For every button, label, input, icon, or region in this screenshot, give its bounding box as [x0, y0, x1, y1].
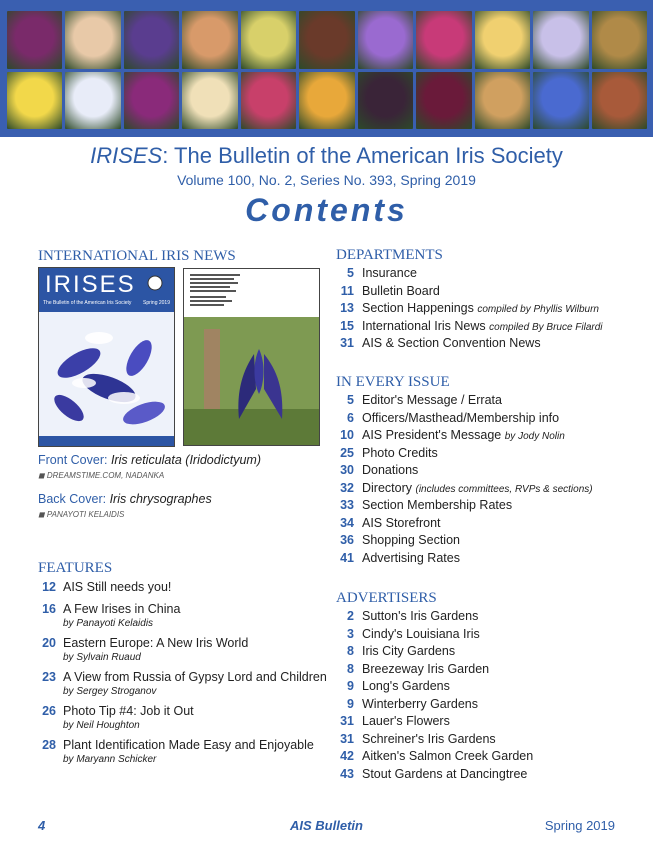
entry-title-line: [362, 533, 460, 547]
iris-photo-tile: [475, 72, 530, 130]
front-cover-thumbnail: [38, 267, 175, 447]
iris-photo-tile: [241, 11, 296, 69]
entry-title-line: [362, 446, 438, 460]
cover-subtitle: The Bulletin of the American Iris Society: [43, 300, 132, 306]
entry-title: Shopping Section: [362, 533, 460, 547]
entry-title-line: [362, 266, 417, 280]
features-heading: FEATURES: [38, 560, 113, 576]
entry-title: Donations: [362, 463, 419, 477]
entry-title-line: [362, 516, 441, 530]
entry-page-number: 11: [340, 283, 354, 298]
back-cover-thumbnail: [183, 268, 320, 446]
contents-entry[interactable]: [336, 627, 636, 645]
contents-entry[interactable]: [336, 319, 636, 337]
contents-entry[interactable]: [336, 481, 636, 499]
entry-credit: compiled By Bruce Filardi: [489, 321, 603, 333]
entry-page-number: 3: [347, 626, 354, 641]
entry-title-line: [362, 551, 460, 565]
entry-title-line: [362, 609, 478, 623]
contents-entry[interactable]: [336, 446, 636, 464]
entry-title: Iris City Gardens: [362, 644, 456, 658]
entry-title-line: [362, 714, 450, 728]
entry-page-number: 15: [340, 318, 354, 333]
entry-page-number: 9: [347, 696, 354, 711]
front-cover-credit: ◼ DREAMSTIME.COM, NADANKA: [38, 471, 165, 480]
entry-page-number: 25: [340, 445, 354, 460]
entry-page-number: 33: [340, 498, 354, 512]
contents-entry[interactable]: [336, 679, 636, 697]
entry-title-line: [362, 627, 480, 641]
entry-title: AIS President's Message: [362, 428, 502, 442]
entry-title-line: [362, 644, 455, 658]
cover-date: Spring 2019: [143, 300, 170, 306]
cover-logo: IRISES: [45, 271, 136, 298]
contents-entry[interactable]: [336, 266, 636, 284]
entry-title-line: [362, 697, 478, 711]
entry-title: Advertising Rates: [362, 550, 460, 565]
entry-title-line: [362, 732, 496, 746]
contents-entry[interactable]: [336, 498, 636, 516]
contents-heading: Contents: [245, 192, 408, 228]
entry-title-line: [362, 749, 533, 763]
contents-entry[interactable]: [336, 767, 636, 785]
entry-page-number: 32: [340, 480, 354, 495]
bulletin-title: IRISES: The Bulletin of the American Iris Society: [90, 143, 563, 168]
feature-page-number: 26: [42, 704, 56, 718]
entry-credit: (includes committees, RVPs & sections): [415, 483, 593, 495]
iris-photo-tile: [124, 11, 179, 69]
entry-title: Cindy's Louisiana Iris: [362, 626, 480, 641]
footer-title: AIS Bulletin: [290, 818, 363, 833]
entry-page-number: 41: [340, 550, 354, 565]
entry-page-number: 36: [340, 533, 354, 547]
entry-title: Sutton's Iris Gardens: [362, 609, 479, 623]
contents-entry[interactable]: [336, 284, 636, 302]
entry-page-number: 2: [347, 609, 354, 623]
feature-entry[interactable]: [38, 738, 323, 772]
entry-title: International Iris News: [362, 318, 486, 333]
feature-page-number: 16: [42, 602, 56, 616]
iris-photo-grid: [7, 11, 647, 129]
feature-author: by Neil Houghton: [63, 720, 140, 731]
every-issue-heading: IN EVERY ISSUE: [336, 374, 450, 390]
entry-title: Long's Gardens: [362, 679, 450, 693]
front-cover-caption: Front Cover: Iris reticulata (Iridodictyum): [38, 453, 261, 467]
iris-photo-tile: [299, 11, 354, 69]
back-cover-caption: Back Cover: Iris chrysographes: [38, 492, 212, 506]
entry-title: Insurance: [362, 266, 417, 280]
entry-page-number: 8: [347, 644, 354, 658]
feature-page-number: 23: [42, 670, 56, 684]
iris-photo-tile: [533, 11, 588, 69]
contents-entry[interactable]: [336, 662, 636, 680]
volume-line: Volume 100, No. 2, Series No. 393, Spring 2019: [177, 172, 476, 188]
iris-photo-tile: [7, 11, 62, 69]
feature-entry[interactable]: [38, 602, 323, 636]
entry-credit: compiled by Phyllis Wilburn: [477, 304, 599, 315]
entry-title-line: [362, 498, 512, 512]
contents-entry[interactable]: [336, 516, 636, 534]
contents-entry[interactable]: [336, 609, 636, 627]
entry-title: Officers/Masthead/Membership info: [362, 410, 560, 425]
entry-title: Breezeway Iris Garden: [362, 661, 490, 676]
advertisers-list: [336, 609, 636, 784]
feature-title: AIS Still needs you!: [63, 580, 172, 594]
iris-photo-tile: [358, 11, 413, 69]
iris-photo-tile: [241, 72, 296, 130]
iris-chrysographes-image: [184, 269, 319, 445]
feature-title: Eastern Europe: A New Iris World: [63, 636, 249, 650]
entry-title: AIS & Section Convention News: [362, 336, 541, 350]
entry-title-line: [362, 767, 527, 781]
entry-title-line: [362, 319, 603, 333]
iris-photo-tile: [124, 72, 179, 130]
contents-entry[interactable]: [336, 463, 636, 481]
entry-title: Aitken's Salmon Creek Garden: [362, 749, 534, 763]
entry-title-line: [362, 463, 418, 477]
contents-entry[interactable]: [336, 411, 636, 429]
iris-photo-banner: [0, 0, 653, 137]
feature-entry[interactable]: [38, 580, 323, 602]
iris-photo-tile: [592, 11, 647, 69]
entry-page-number: 31: [340, 336, 354, 350]
iris-photo-tile: [358, 72, 413, 130]
iris-photo-tile: [475, 11, 530, 69]
entry-title-line: [362, 301, 599, 315]
feature-author: by Maryann Schicker: [63, 754, 157, 765]
entry-title-line: [362, 393, 502, 407]
iris-photo-tile: [182, 11, 237, 69]
contents-entry[interactable]: [336, 732, 636, 750]
entry-title: Schreiner's Iris Gardens: [362, 731, 496, 746]
entry-title-line: [362, 428, 565, 442]
entry-title: Lauer's Flowers: [362, 714, 450, 728]
iris-photo-tile: [416, 72, 471, 130]
feature-page-number: 20: [42, 636, 56, 650]
feature-entry[interactable]: [38, 636, 323, 670]
every-issue-list: [336, 393, 636, 568]
entry-title: Photo Credits: [362, 445, 438, 460]
feature-page-number: 28: [42, 738, 56, 752]
entry-page-number: 42: [340, 749, 354, 763]
entry-page-number: 8: [347, 661, 354, 676]
feature-author: by Sergey Stroganov: [63, 686, 157, 697]
iris-photo-tile: [299, 72, 354, 130]
feature-title: Plant Identification Made Easy and Enjoyable: [63, 738, 314, 752]
contents-entry[interactable]: [336, 697, 636, 715]
entry-title-line: [362, 336, 541, 350]
crocus-flowers-image: [39, 268, 174, 446]
features-list: [38, 580, 327, 772]
page-number: 4: [38, 818, 46, 833]
feature-title: A Few Irises in China: [63, 602, 181, 616]
entry-page-number: 31: [340, 714, 354, 728]
entry-title: Winterberry Gardens: [362, 696, 479, 711]
feature-author: by Sylvain Ruaud: [63, 652, 141, 663]
advertisers-heading: ADVERTISERS: [336, 590, 437, 606]
entry-page-number: 34: [340, 515, 354, 530]
entry-page-number: 9: [347, 679, 354, 693]
iris-photo-tile: [7, 72, 62, 130]
departments-list: [336, 266, 636, 354]
contents-entry[interactable]: [336, 714, 636, 732]
entry-page-number: 5: [347, 266, 354, 280]
feature-entry[interactable]: [38, 670, 327, 704]
feature-page-number: 12: [42, 580, 56, 594]
contents-entry[interactable]: [336, 393, 636, 411]
iris-photo-tile: [182, 72, 237, 130]
iris-photo-tile: [533, 72, 588, 130]
entry-credit: by Jody Nolin: [504, 431, 565, 442]
feature-entry[interactable]: [38, 704, 323, 738]
entry-page-number: 5: [347, 393, 354, 407]
entry-title: Editor's Message / Errata: [362, 393, 502, 407]
iris-photo-tile: [65, 72, 120, 130]
entry-title: Directory: [362, 480, 413, 495]
entry-page-number: 10: [340, 428, 354, 442]
entry-title: AIS Storefront: [362, 515, 441, 530]
entry-title-line: [362, 481, 593, 495]
entry-title: Stout Gardens at Dancingtree: [362, 766, 528, 781]
entry-title-line: [362, 662, 489, 676]
feature-title: Photo Tip #4: Job it Out: [63, 704, 194, 718]
footer-issue: Spring 2019: [544, 818, 615, 833]
departments-heading: DEPARTMENTS: [336, 247, 443, 263]
entry-page-number: 43: [340, 766, 354, 781]
entry-title: Bulletin Board: [362, 283, 440, 298]
entry-title-line: [362, 411, 559, 425]
intl-news-heading: INTERNATIONAL IRIS NEWS: [38, 248, 236, 264]
entry-page-number: 6: [347, 410, 354, 425]
iris-photo-tile: [65, 11, 120, 69]
iris-photo-tile: [592, 72, 647, 130]
entry-title-line: [362, 679, 450, 693]
feature-author: by Panayoti Kelaidis: [63, 618, 154, 629]
back-cover-credit: ◼ PANAYOTI KELAIDIS: [38, 510, 125, 519]
entry-title-line: [362, 284, 440, 298]
contents-entry[interactable]: [336, 551, 636, 569]
contents-entry[interactable]: [336, 336, 636, 354]
contents-entry[interactable]: [336, 533, 636, 551]
contents-entry[interactable]: [336, 644, 636, 662]
entry-title: Section Membership Rates: [362, 498, 513, 512]
iris-photo-tile: [416, 11, 471, 69]
entry-page-number: 13: [340, 301, 354, 315]
contents-entry[interactable]: [336, 428, 636, 446]
contents-entry[interactable]: [336, 749, 636, 767]
contents-entry[interactable]: [336, 301, 636, 319]
feature-title: A View from Russia of Gypsy Lord and Children: [63, 670, 327, 684]
entry-page-number: 30: [340, 463, 354, 477]
entry-page-number: 31: [340, 731, 354, 746]
entry-title: Section Happenings: [362, 301, 474, 315]
